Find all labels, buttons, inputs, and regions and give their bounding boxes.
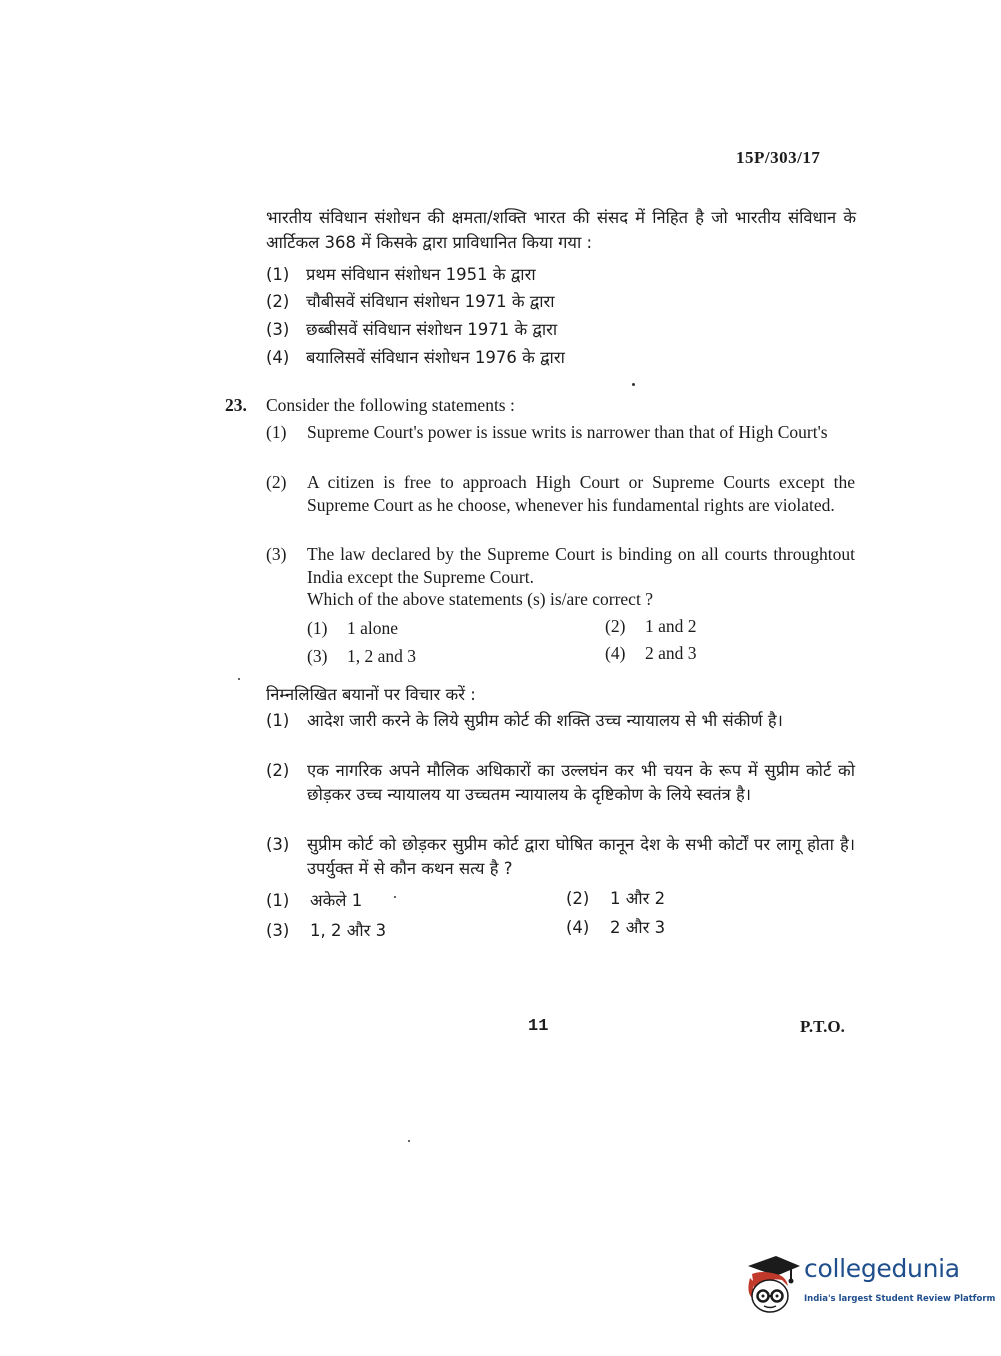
brand-tagline: India's largest Student Review Platform bbox=[804, 1294, 996, 1304]
q22-hindi-option-2 bbox=[266, 289, 555, 312]
statement-number: (2) bbox=[266, 472, 287, 492]
option-text: प्रथम संविधान संशोधन 1951 के द्वारा bbox=[306, 265, 536, 284]
option-text: 1 और 2 bbox=[610, 889, 666, 908]
option-number: (2) bbox=[566, 889, 590, 908]
q22-hindi-option-3 bbox=[266, 317, 557, 340]
statement-text: Supreme Court's power is issue writs is narrower than that of High Court's bbox=[307, 422, 828, 442]
option-number: (4) bbox=[605, 643, 626, 663]
statement-number: (3) bbox=[266, 544, 287, 564]
statement-text: एक नागरिक अपने मौलिक अधिकारों का उल्लघंन कर भी चयन के रूप में सुप्रीम कोर्ट को छोड़कर उच्च न्यायालय या उच्चतम न्यायालय के दृष्टिकोण के लिये स्वतंत्र है। bbox=[307, 761, 855, 804]
paper-code: 15P/303/17 bbox=[736, 148, 821, 167]
q23-english-option-1 bbox=[307, 618, 398, 639]
statement-text: सुप्रीम कोर्ट को छोड़कर सुप्रीम कोर्ट द्वारा घोषित कानून देश के सभी कोर्टों पर लागू होता है। उपर्युक्त में से कौन कथन सत्य है ? bbox=[307, 835, 855, 878]
q22-hindi-question: भारतीय संविधान संशोधन की क्षमता/शक्ति भारत की संसद में निहित है जो भारतीय संविधान के आर्टिकल 368 में किसके द्वारा प्राविधानित किया गया : bbox=[266, 208, 856, 252]
q23-hindi-question: निम्नलिखित बयानों पर विचार करें : bbox=[266, 685, 476, 704]
q23-hindi-option-3 bbox=[266, 918, 386, 941]
statement-number: (3) bbox=[266, 835, 290, 854]
statement-text: आदेश जारी करने के लिये सुप्रीम कोर्ट की शक्ति उच्च न्यायालय से भी संकीर्ण है। bbox=[307, 711, 783, 730]
option-text: चौबीसवें संविधान संशोधन 1971 के द्वारा bbox=[306, 292, 555, 311]
option-text: 1 and 2 bbox=[645, 616, 697, 636]
q23-english-ask: Which of the above statements (s) is/are correct ? bbox=[307, 589, 653, 609]
option-text: छब्बीसवें संविधान संशोधन 1971 के द्वारा bbox=[306, 320, 558, 339]
option-text: 1 alone bbox=[347, 618, 399, 638]
q23-hindi-option-2 bbox=[566, 886, 665, 909]
pto-label: P.T.O. bbox=[800, 1017, 845, 1036]
option-number: (1) bbox=[266, 265, 290, 284]
question-text: Consider the following statements : bbox=[266, 395, 515, 415]
option-number: (3) bbox=[307, 646, 328, 666]
q23-english-question bbox=[225, 395, 515, 416]
option-number: (3) bbox=[266, 320, 290, 339]
option-number: (4) bbox=[266, 348, 290, 367]
q23-english-option-2 bbox=[605, 616, 697, 637]
option-number: (1) bbox=[307, 618, 328, 638]
scan-speck bbox=[238, 678, 240, 680]
option-number: (3) bbox=[266, 921, 290, 940]
brand-name: collegedunia bbox=[804, 1254, 960, 1283]
option-number: (2) bbox=[605, 616, 626, 636]
statement-text: A citizen is free to approach High Court or Supreme Courts except the Supreme Court as he choose, whenever his fundamental rights are violated. bbox=[307, 472, 855, 515]
q23-english-option-4 bbox=[605, 643, 697, 664]
q22-hindi-option-1 bbox=[266, 262, 536, 285]
q23-english-option-3 bbox=[307, 646, 416, 667]
student-mascot-icon bbox=[742, 1252, 802, 1318]
scan-speck bbox=[394, 896, 396, 898]
statement-number: (1) bbox=[266, 711, 290, 730]
option-text: 2 and 3 bbox=[645, 643, 697, 663]
statement-number: (1) bbox=[266, 422, 287, 442]
statement-number: (2) bbox=[266, 761, 290, 780]
option-text: 2 और 3 bbox=[610, 918, 666, 937]
option-text: 1, 2 और 3 bbox=[310, 921, 387, 940]
option-number: (2) bbox=[266, 292, 290, 311]
q23-hindi-option-4 bbox=[566, 915, 665, 938]
option-text: बयालिसवें संविधान संशोधन 1976 के द्वारा bbox=[306, 348, 565, 367]
option-number: (1) bbox=[266, 891, 290, 910]
option-text: 1, 2 and 3 bbox=[347, 646, 417, 666]
q22-hindi-option-4 bbox=[266, 345, 565, 368]
q23-hindi-option-1 bbox=[266, 888, 362, 911]
scan-speck bbox=[632, 383, 635, 386]
option-text: अकेले 1 bbox=[310, 891, 363, 910]
scan-speck bbox=[408, 1140, 410, 1142]
question-number: 23. bbox=[225, 395, 247, 415]
collegedunia-watermark bbox=[742, 1250, 996, 1320]
page-number: 11 bbox=[528, 1017, 549, 1036]
statement-text: The law declared by the Supreme Court is binding on all courts throughtout India except the Supreme Court. bbox=[307, 544, 855, 587]
option-number: (4) bbox=[566, 918, 590, 937]
